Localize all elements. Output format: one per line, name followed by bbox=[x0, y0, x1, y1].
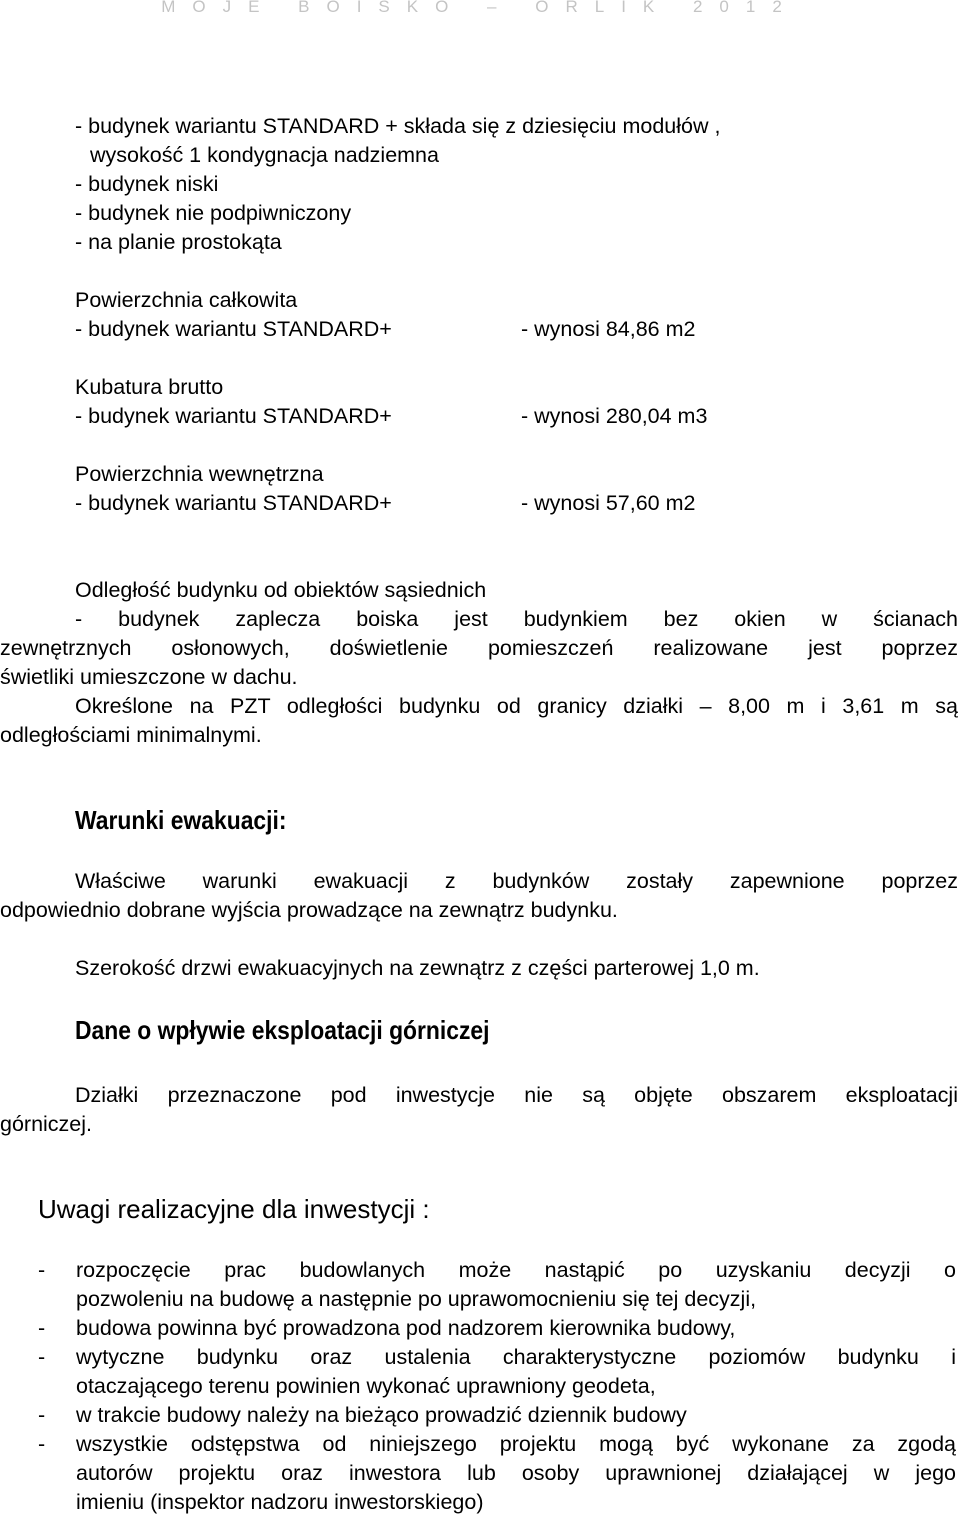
list-item: - rozpoczęcie prac budowlanych może nastąpić po uzyskaniu decyzji o pozwoleniu na budowę a następnie po uprawomocnieniu się tej decyzji, bbox=[38, 1258, 956, 1311]
remarks-section bbox=[0, 1195, 958, 1517]
list-item: - w trakcie budowy należy na bieżąco prowadzić dziennik budowy bbox=[0, 1401, 958, 1430]
paragraph-line: górniczej. bbox=[0, 1112, 93, 1136]
area-value: - wynosi 280,04 m3 bbox=[521, 404, 708, 428]
list-dash: - bbox=[38, 1316, 46, 1340]
building-line: - budynek wariantu STANDARD + składa się z dziesięciu modułów , bbox=[75, 114, 721, 138]
area-label: - budynek wariantu STANDARD+ bbox=[75, 317, 392, 341]
distance-section bbox=[0, 576, 958, 750]
section-title: Odległość budynku od obiektów sąsiednich bbox=[75, 578, 487, 602]
building-line: - budynek niski bbox=[75, 172, 219, 196]
area-value: - wynosi 84,86 m2 bbox=[521, 317, 696, 341]
paragraph-line: świetliki umieszczone w dachu. bbox=[0, 665, 298, 689]
list-dash: - bbox=[38, 1403, 46, 1427]
building-line: wysokość 1 kondygnacja nadziemna bbox=[90, 143, 439, 167]
evacuation-section bbox=[0, 806, 958, 983]
building-description bbox=[0, 112, 958, 257]
paragraph-line: Właściwe warunki ewakuacji z budynków zostały zapewnione poprzez bbox=[75, 869, 958, 893]
paragraph-line: Szerokość drzwi ewakuacyjnych na zewnątrz z części parterowej 1,0 m. bbox=[75, 956, 760, 980]
paragraph-line: - budynek zaplecza boiska jest budynkiem bez okien w ścianach bbox=[75, 607, 958, 631]
page-header: MOJE BOISKO – ORLIK 2012 bbox=[161, 0, 799, 16]
building-line: - budynek nie podpiwniczony bbox=[75, 201, 352, 225]
section-title: Kubatura brutto bbox=[75, 375, 224, 399]
total-area-section bbox=[0, 286, 958, 344]
paragraph-line: zewnętrznych osłonowych, doświetlenie pomieszczeń realizowane jest poprzez bbox=[0, 636, 958, 660]
section-heading: Dane o wpływie eksploatacji górniczej bbox=[75, 1015, 490, 1045]
paragraph-line: odpowiednio dobrane wyjścia prowadzące na zewnątrz budynku. bbox=[0, 898, 618, 922]
section-title: Powierzchnia całkowita bbox=[75, 288, 298, 312]
internal-area-section bbox=[0, 460, 958, 518]
list-dash: - bbox=[38, 1432, 46, 1456]
paragraph-line: odległościami minimalnymi. bbox=[0, 723, 262, 747]
section-heading: Uwagi realizacyjne dla inwestycji : bbox=[38, 1194, 430, 1224]
document-body bbox=[0, 112, 958, 1517]
section-title: Powierzchnia wewnętrzna bbox=[75, 462, 324, 486]
list-item: - budowa powinna być prowadzona pod nadzorem kierownika budowy, bbox=[0, 1314, 958, 1343]
mining-section bbox=[0, 1016, 958, 1139]
building-line: - na planie prostokąta bbox=[75, 230, 282, 254]
area-value: - wynosi 57,60 m2 bbox=[521, 491, 696, 515]
paragraph-line: Działki przeznaczone pod inwestycje nie są objęte obszarem eksploatacji bbox=[75, 1083, 958, 1107]
list-dash: - bbox=[38, 1258, 46, 1282]
area-label: - budynek wariantu STANDARD+ bbox=[75, 491, 392, 515]
area-label: - budynek wariantu STANDARD+ bbox=[75, 404, 392, 428]
list-item: - wszystkie odstępstwa od niniejszego projektu mogą być wykonane za zgodą autorów projektu oraz inwestora lub osoby uprawnionej działającej w jego imieniu (inspektor nadzoru inwestorskiego) bbox=[38, 1432, 956, 1514]
list-item: - wytyczne budynku oraz ustalenia charakterystyczne poziomów budynku i otaczającego terenu powinien wykonać uprawniony geodeta, bbox=[38, 1345, 956, 1398]
paragraph-line: Określone na PZT odległości budynku od granicy działki – 8,00 m i 3,61 m są bbox=[75, 694, 958, 718]
section-heading: Warunki ewakuacji: bbox=[75, 805, 287, 835]
volume-section bbox=[0, 373, 958, 431]
list-dash: - bbox=[38, 1345, 46, 1369]
